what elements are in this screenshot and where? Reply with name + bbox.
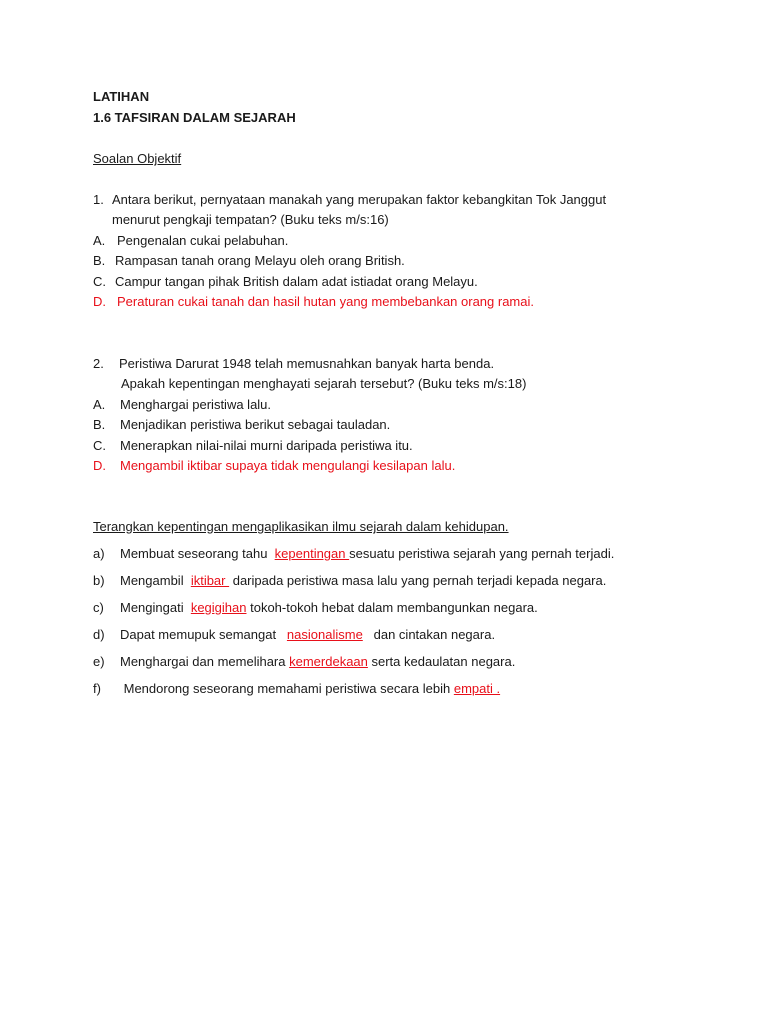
item-label: f) — [93, 681, 101, 696]
question-1-continued: menurut pengkaji tempatan? (Buku teks m/s:16) — [112, 212, 389, 227]
q1-option-c — [93, 274, 693, 290]
doc-subtitle: 1.6 TAFSIRAN DALAM SEJARAH — [93, 110, 296, 125]
option-label: C. — [93, 438, 106, 453]
option-label: D. — [93, 294, 106, 309]
question-number: 2. — [93, 356, 104, 371]
item-text: tokoh-tokoh hebat dalam membangunkan negara. — [246, 600, 538, 615]
item-text: Mengingati — [120, 600, 191, 615]
option-label: B. — [93, 417, 106, 432]
question-number: 1. — [93, 192, 104, 207]
answer-blank: kepentingan — [274, 546, 350, 561]
q1-option-b — [93, 253, 693, 269]
explain-item-a — [93, 546, 693, 562]
item-label: a) — [93, 546, 105, 561]
item-label: d) — [93, 627, 105, 642]
question-text: Antara berikut, pernyataan manakah yang merupakan faktor kebangkitan Tok Janggut — [112, 192, 607, 207]
item-text: Dapat memupuk semangat — [120, 627, 287, 642]
option-label: A. — [93, 233, 106, 248]
option-text: Pengenalan cukai pelabuhan. — [117, 233, 289, 248]
explain-item-b — [93, 573, 693, 589]
section-heading-explain: Terangkan kepentingan mengaplikasikan ilmu sejarah dalam kehidupan. — [93, 519, 509, 534]
option-label: C. — [93, 274, 106, 289]
explain-item-d — [93, 627, 693, 643]
explain-item-c — [93, 600, 693, 616]
item-text: Mengambil — [120, 573, 191, 588]
item-text: Menghargai dan memelihara — [120, 654, 290, 669]
question-2-continued: Apakah kepentingan menghayati sejarah tersebut? (Buku teks m/s:18) — [121, 376, 527, 391]
option-label: B. — [93, 253, 106, 268]
option-text: Mengambil iktibar supaya tidak mengulangi kesilapan lalu. — [120, 458, 456, 473]
item-text: dan cintakan negara. — [362, 627, 496, 642]
option-text: Menghargai peristiwa lalu. — [120, 397, 272, 412]
question-2 — [93, 356, 693, 372]
item-text: sesuatu peristiwa sejarah yang pernah terjadi. — [349, 546, 615, 561]
answer-blank: kegigihan — [190, 600, 247, 615]
item-text: serta kedaulatan negara. — [367, 654, 516, 669]
item-text: Mendorong seseorang memahami peristiwa secara lebih — [120, 681, 454, 696]
q2-option-a — [93, 397, 693, 413]
section-heading-objective: Soalan Objektif — [93, 151, 182, 166]
option-label: A. — [93, 397, 106, 412]
option-label: D. — [93, 458, 106, 473]
q1-option-a — [93, 233, 693, 249]
question-text: Peristiwa Darurat 1948 telah memusnahkan banyak harta benda. — [119, 356, 495, 371]
explain-item-f — [93, 681, 693, 697]
q2-option-d-correct — [93, 458, 693, 474]
answer-blank: iktibar — [190, 573, 230, 588]
item-text: Membuat seseorang tahu — [120, 546, 275, 561]
item-text: daripada peristiwa masa lalu yang pernah terjadi kepada negara. — [229, 573, 607, 588]
item-label: b) — [93, 573, 105, 588]
option-text: Campur tangan pihak British dalam adat istiadat orang Melayu. — [115, 274, 478, 289]
q2-option-c — [93, 438, 693, 454]
option-text: Peraturan cukai tanah dan hasil hutan yang membebankan orang ramai. — [117, 294, 534, 309]
q2-option-b — [93, 417, 693, 433]
answer-blank: nasionalisme — [286, 627, 363, 642]
option-text: Menjadikan peristiwa berikut sebagai tauladan. — [120, 417, 391, 432]
item-label: c) — [93, 600, 104, 615]
item-label: e) — [93, 654, 105, 669]
q1-option-d-correct — [93, 294, 693, 310]
doc-title: LATIHAN — [93, 89, 150, 104]
option-text: Rampasan tanah orang Melayu oleh orang British. — [115, 253, 405, 268]
option-text: Menerapkan nilai-nilai murni daripada peristiwa itu. — [120, 438, 413, 453]
question-1 — [93, 192, 693, 208]
answer-blank: kemerdekaan — [289, 654, 368, 669]
explain-item-e — [93, 654, 693, 670]
answer-blank: empati . — [453, 681, 501, 696]
